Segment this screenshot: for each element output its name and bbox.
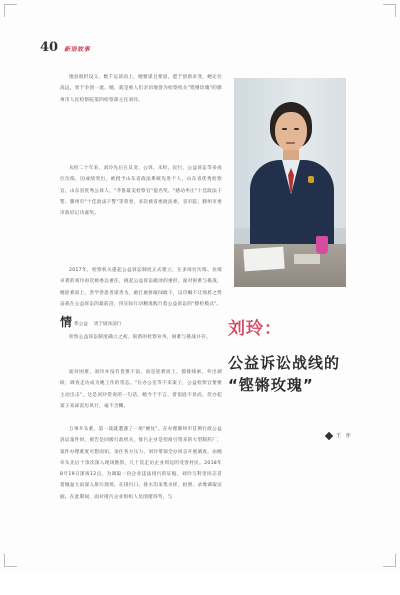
section-subtitle: 勇于破冰前行 bbox=[93, 322, 122, 327]
author-name: 王 亦 bbox=[336, 433, 353, 439]
photo-face bbox=[275, 112, 307, 152]
photo-cup bbox=[316, 236, 328, 254]
crop-mark-bottom-right bbox=[383, 554, 396, 567]
body-paragraph: 地县很折设义，数千运读而上，她要谋且要思，愿于创新求变，她定位高远，勇于争创一流。她，就是被人们亲切地誉为检察机关"铿锵玫瑰"的滕州市人民检察院第四检察部主任刘玲。 bbox=[60, 75, 222, 103]
portrait-photo bbox=[234, 78, 346, 287]
photo-paper bbox=[243, 247, 284, 272]
body-paragraph: 面对困难，刘玲并没有畏惧不前，而是迎难而上，摸排线索、外出调研，调查走访成为她工作的常态。"在办公室等不来案子，公益检察官要要主动出击"，这是刘玲常说的一句话。她今于不言，着似庭不显而，但办起案子来却雷厉风行，毫不含糊。 bbox=[60, 370, 222, 409]
article-body bbox=[60, 72, 222, 595]
crop-mark-top-right bbox=[383, 4, 396, 17]
crop-mark-top-left bbox=[4, 4, 17, 17]
photo-eye-left bbox=[282, 128, 287, 130]
page-header bbox=[40, 40, 90, 55]
body-paragraph: 万事开头难，第一战就遭遇了一场"硬仗"。在办理滕州市首例行政公益诉讼案件时，被告是同级行政机关，排污企业是招商引资来的大型制药厂，案件办理难度可想而知。顶住各方压力，刘玲带领全办同志开展调查，由她牵头先后十余次深入现场勘察，几十次走访企业周边的受害村民。2018年8月19日深夜12点，为调取一份企业违法排污的证据，刘玲与科里同志冒着倾盆大雨深入排污现场，在排污口、排水沟采集水样，拍照、录像调取证据。在此期间，面对排污企业组织人员围堵辱骂，与 bbox=[60, 427, 222, 500]
title-line-2: “铿锵玫瑰” bbox=[228, 376, 314, 394]
section-initial: 情 bbox=[60, 315, 73, 329]
body-paragraph: 2017年，检察机关提起公益诉讼制度正式建立，在多岗位历练、业绩卓著的刘玲再次被委以重任，挑起公益诉讼破冰的重担。面对困难与挑战，她迎难而上，善学善思善谋善为，敢打敢拼敢闯敢干，以巾帼不让须眉之势奋战在公益诉讼的最前沿，用实际行动精准践行着公益诉讼的"滕检模式"。 bbox=[60, 268, 222, 307]
crop-mark-bottom-left bbox=[4, 554, 17, 567]
photo-badge bbox=[308, 176, 314, 183]
body-paragraph: 从检二十年来，刘玲先后在反贪、公诉、未检、民行、公益诉讼等多岗位历练，因成绩突出，被授予山东省政法系统先进个人、山东省优秀检察官、山东省优秀公诉人、"齐鲁最美检察官"提名奖、"感动枣庄"十佳政法干警、滕州市"十佳政法干警"等荣誉，多次被省委政法委、省市院、滕州市委市政府记功嘉奖。 bbox=[60, 166, 222, 217]
title-line-1: 公益诉讼战线的 bbox=[228, 354, 341, 372]
photo-eye-right bbox=[294, 128, 299, 130]
diamond-icon bbox=[325, 431, 333, 439]
article-title bbox=[228, 318, 368, 396]
photo-mouth bbox=[286, 142, 295, 144]
section-label: 系公益 bbox=[74, 322, 88, 327]
byline bbox=[326, 432, 352, 439]
page-number: 40 bbox=[40, 40, 59, 55]
title-name: 刘玲： bbox=[228, 319, 282, 339]
body-paragraph: 检察公益诉讼制度确立之初，崭新的检察业务，困难与挑战并存。 bbox=[69, 335, 211, 340]
column-name: 新语故事 bbox=[64, 46, 91, 53]
section-heading bbox=[60, 316, 222, 328]
photo-notepad bbox=[294, 254, 320, 264]
